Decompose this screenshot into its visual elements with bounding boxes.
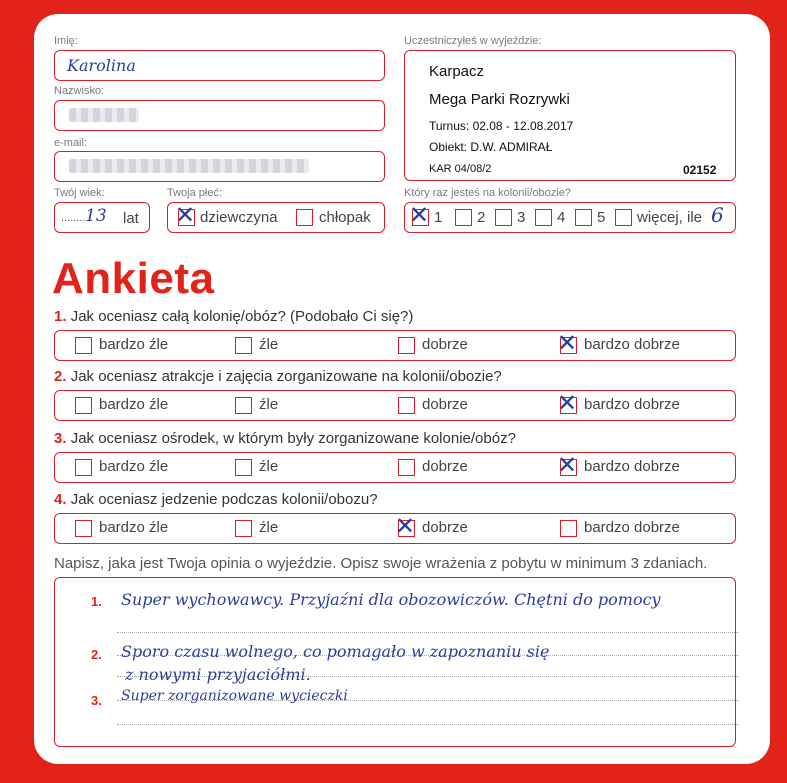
question-label: Jak oceniasz atrakcje i zajęcia zorganizowane na kolonii/obozie? <box>70 368 502 385</box>
question-3-text <box>54 430 516 447</box>
answer-1-text: Super wychowawcy. Przyjaźni dla obozowiczów. Chętni do pomocy <box>121 590 661 609</box>
question-4-options <box>54 513 736 544</box>
redacted-surname <box>69 108 139 122</box>
female-checkbox[interactable]: ✕ <box>175 201 196 229</box>
question-1-option-1-checkbox[interactable] <box>75 337 92 354</box>
times-1-checkbox[interactable]: ✕ <box>409 201 430 229</box>
check-mark-icon: ✕ <box>557 329 578 357</box>
age-field[interactable] <box>54 202 150 233</box>
option-label: dobrze <box>422 396 468 413</box>
times-more-checkbox[interactable] <box>615 209 632 226</box>
camp-name: Mega Parki Rozrywki <box>429 91 570 108</box>
name-field[interactable] <box>54 50 385 81</box>
option-label: bardzo źle <box>99 519 169 536</box>
question-4-option-1-checkbox[interactable] <box>75 520 92 537</box>
gender-label: Twoja płeć: <box>167 187 223 199</box>
question-3-option-2-checkbox[interactable] <box>235 459 252 476</box>
question-number: 2. <box>54 368 67 385</box>
answer-2-continued: z nowymi przyjaciółmi. <box>125 665 311 684</box>
question-3-option-1-checkbox[interactable] <box>75 459 92 476</box>
question-2-option-3-checkbox[interactable] <box>398 397 415 414</box>
option-label: bardzo dobrze <box>584 519 680 536</box>
male-label: chłopak <box>319 209 371 226</box>
camp-place: Karpacz <box>429 63 485 80</box>
gender-field <box>167 202 385 233</box>
question-2-option-1-checkbox[interactable] <box>75 397 92 414</box>
question-2-options <box>54 390 736 421</box>
question-2-text <box>54 368 502 385</box>
age-value: 13 <box>85 206 107 226</box>
participated-label: Uczestniczyłeś w wyjeździe: <box>404 35 542 47</box>
question-1-text <box>54 308 413 325</box>
surname-label: Nazwisko: <box>54 85 105 97</box>
times-5-checkbox[interactable] <box>575 209 592 226</box>
question-4-text <box>54 491 378 508</box>
option-label: bardzo dobrze <box>584 396 680 413</box>
age-dots: ........ <box>61 212 86 224</box>
question-label: Jak oceniasz jedzenie podczas kolonii/obozu? <box>70 491 378 508</box>
opinion-box[interactable] <box>54 577 736 747</box>
question-3-option-4-checkbox[interactable] <box>557 451 578 479</box>
option-label: bardzo dobrze <box>584 336 680 353</box>
times-2-label: 2 <box>477 209 486 226</box>
question-3-options <box>54 452 736 483</box>
redacted-email <box>69 159 309 173</box>
times-field <box>404 202 736 233</box>
option-label: dobrze <box>422 458 468 475</box>
camp-code: KAR 04/08/2 <box>429 163 492 175</box>
question-1-options <box>54 330 736 361</box>
name-value: Karolina <box>67 56 136 75</box>
question-4-option-4-checkbox[interactable] <box>560 520 577 537</box>
times-1-label: 1 <box>434 209 443 226</box>
check-mark-icon: ✕ <box>557 451 578 479</box>
survey-sheet <box>34 14 770 764</box>
email-label: e-mail: <box>54 137 88 149</box>
camp-info-box <box>404 50 736 181</box>
question-4-option-3-checkbox[interactable] <box>395 512 416 540</box>
answer-3-text: Super zorganizowane wycieczki <box>121 688 348 704</box>
question-3-option-3-checkbox[interactable] <box>398 459 415 476</box>
times-4-label: 4 <box>557 209 566 226</box>
option-label: bardzo źle <box>99 336 169 353</box>
times-more-label: więcej, ile <box>637 209 703 226</box>
question-label: Jak oceniasz całą kolonię/obóz? (Podobało Ci się?) <box>70 308 414 325</box>
answer-1-number: 1. <box>91 594 102 609</box>
option-label: bardzo źle <box>99 458 169 475</box>
question-4-option-2-checkbox[interactable] <box>235 520 252 537</box>
name-label: Imię: <box>54 35 78 47</box>
camp-number: 02152 <box>683 163 717 177</box>
option-label: źle <box>259 519 279 536</box>
check-mark-icon: ✕ <box>395 512 416 540</box>
option-label: źle <box>259 458 279 475</box>
question-number: 3. <box>54 430 67 447</box>
times-more-value: 6 <box>711 203 724 227</box>
male-checkbox[interactable] <box>296 209 313 226</box>
question-1-option-4-checkbox[interactable] <box>557 329 578 357</box>
survey-title: Ankieta <box>52 254 215 303</box>
option-label: źle <box>259 396 279 413</box>
question-1-option-2-checkbox[interactable] <box>235 337 252 354</box>
opinion-prompt: Napisz, jaka jest Twoja opinia o wyjeździe. Opisz swoje wrażenia z pobytu w minimum 3 zdaniach. <box>54 555 708 572</box>
times-3-checkbox[interactable] <box>495 209 512 226</box>
female-label: dziewczyna <box>200 209 278 226</box>
times-label: Który raz jesteś na kolonii/obozie? <box>404 187 571 199</box>
question-2-option-4-checkbox[interactable] <box>557 389 578 417</box>
age-label: Twój wiek: <box>54 187 105 199</box>
question-number: 1. <box>54 308 67 325</box>
option-label: dobrze <box>422 336 468 353</box>
times-4-checkbox[interactable] <box>535 209 552 226</box>
answer-line <box>117 632 739 633</box>
age-unit: lat <box>123 210 139 227</box>
times-5-label: 5 <box>597 209 606 226</box>
answer-2-number: 2. <box>91 647 102 662</box>
question-label: Jak oceniasz ośrodek, w którym były zorganizowane kolonie/obóz? <box>70 430 516 447</box>
camp-obiekt: Obiekt: D.W. ADMIRAŁ <box>429 140 553 154</box>
option-label: bardzo dobrze <box>584 458 680 475</box>
option-label: źle <box>259 336 279 353</box>
question-number: 4. <box>54 491 67 508</box>
answer-3-number: 3. <box>91 693 102 708</box>
answer-line <box>117 724 739 725</box>
option-label: bardzo źle <box>99 396 169 413</box>
surname-field[interactable] <box>54 100 385 131</box>
times-3-label: 3 <box>517 209 526 226</box>
email-field[interactable] <box>54 151 385 182</box>
check-mark-icon: ✕ <box>557 389 578 417</box>
answer-2-text: Sporo czasu wolnego, co pomagało w zapoznaniu się <box>121 642 550 661</box>
camp-turnus: Turnus: 02.08 - 12.08.2017 <box>429 119 574 133</box>
option-label: dobrze <box>422 519 468 536</box>
question-2-option-2-checkbox[interactable] <box>235 397 252 414</box>
times-2-checkbox[interactable] <box>455 209 472 226</box>
question-1-option-3-checkbox[interactable] <box>398 337 415 354</box>
